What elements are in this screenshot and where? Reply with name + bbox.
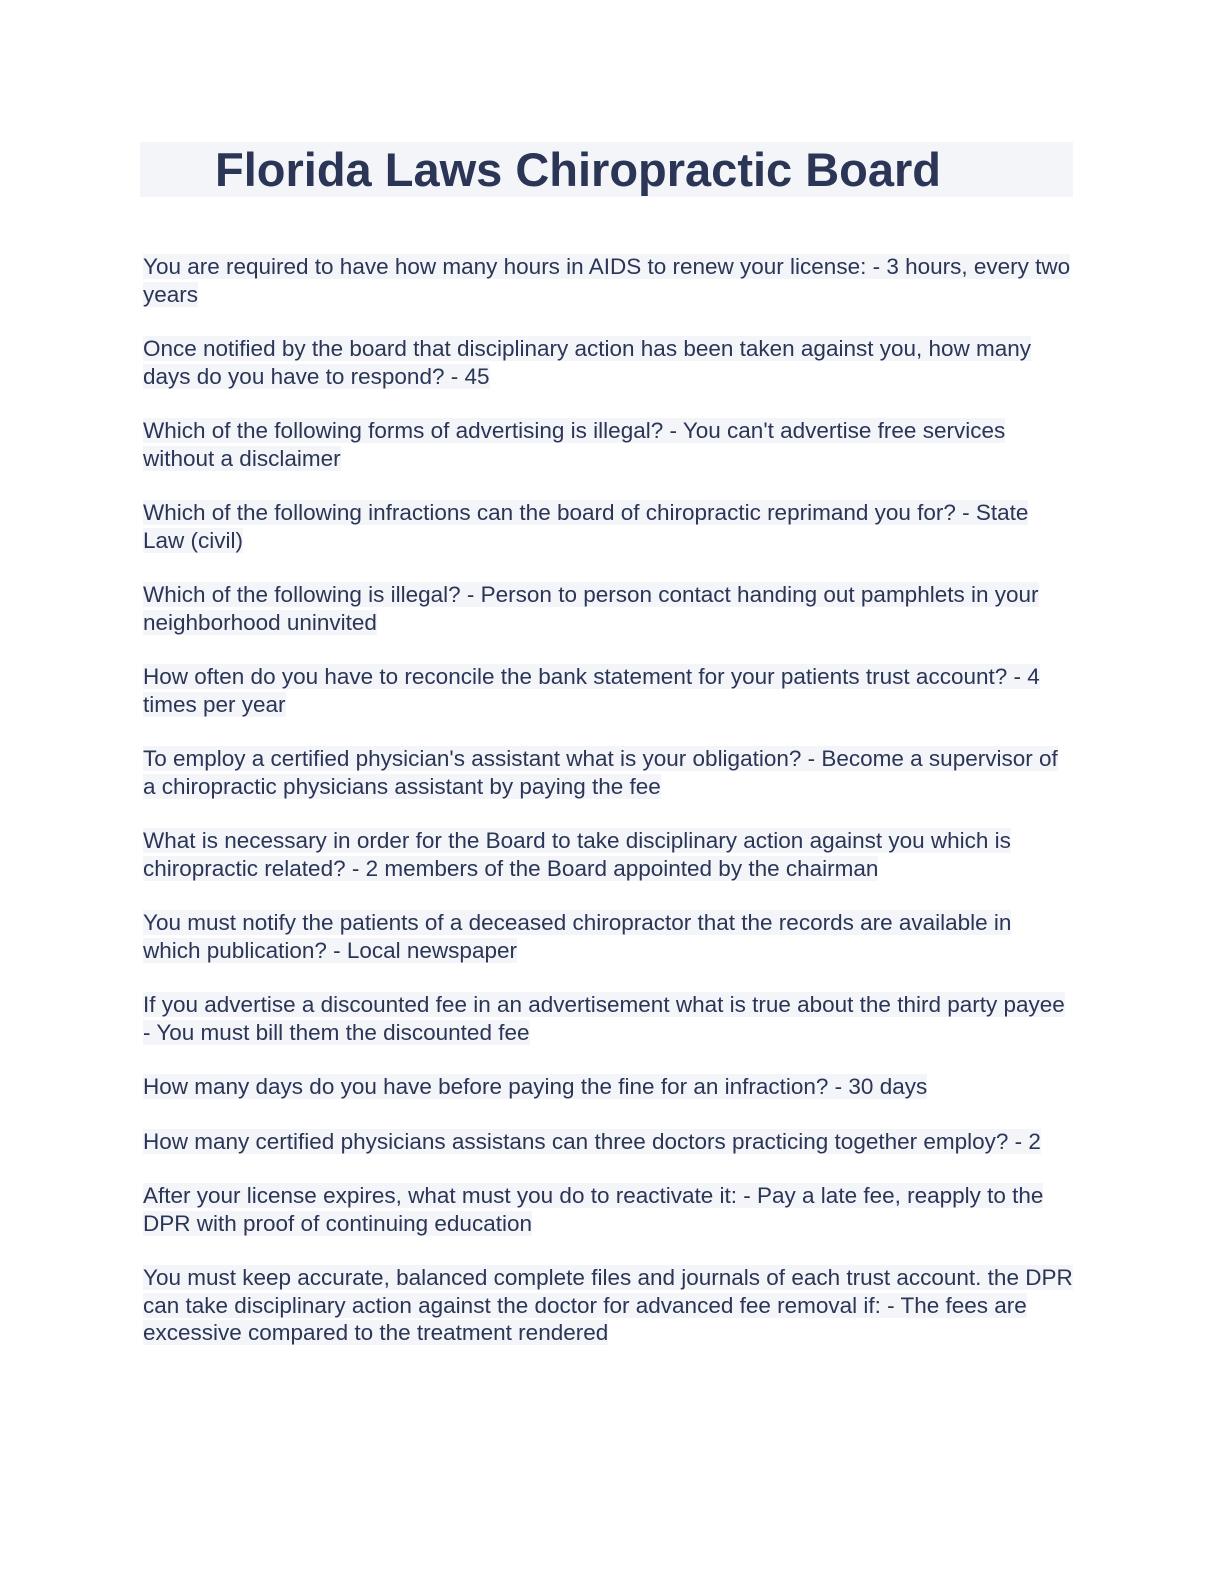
qa-item-text: What is necessary in order for the Board to take disciplinary action against you which is chiropractic related? - 2 members of the Board appointed by the chairman — [143, 828, 1011, 881]
qa-item-9 — [143, 909, 1073, 964]
qa-item-text: How many certified physicians assistans can three doctors practicing together employ? - 2 — [143, 1128, 1041, 1154]
qa-item-text: How often do you have to reconcile the bank statement for your patients trust account? - 4 times per year — [143, 664, 1040, 717]
qa-item-10 — [143, 991, 1073, 1046]
qa-item-text: Which of the following forms of advertising is illegal? - You can't advertise free services without a disclaimer — [143, 418, 1006, 471]
qa-item-3 — [143, 417, 1073, 472]
qa-item-text: How many days do you have before paying the fine for an infraction? - 30 days — [143, 1074, 928, 1099]
qa-item-text: You must keep accurate, balanced complete files and journals of each trust account. the DPR can take disciplinary action against the doctor for advanced fee removal if: - The fees are excessive compared to the treatment rendered — [143, 1265, 1073, 1345]
qa-item-11 — [143, 1073, 1073, 1101]
qa-item-text: You are required to have how many hours in AIDS to renew your license: - 3 hours, every two years — [143, 254, 1071, 307]
qa-item-4 — [143, 499, 1073, 554]
qa-item-text: After your license expires, what must you do to reactivate it: - Pay a late fee, reapply to the DPR with proof of continuing education — [143, 1183, 1044, 1236]
qa-item-14 — [143, 1264, 1073, 1347]
qa-item-6 — [143, 663, 1073, 718]
qa-item-13 — [143, 1182, 1073, 1237]
qa-item-text: To employ a certified physician's assistant what is your obligation? - Become a supervisor of a chiropractic physicians assistant by paying the fee — [143, 746, 1058, 799]
page-title: Florida Laws Chiropractic Board — [215, 143, 942, 196]
qa-item-8 — [143, 827, 1073, 882]
qa-item-1 — [143, 253, 1073, 308]
qa-item-text: Once notified by the board that disciplinary action has been taken against you, how many days do you have to respond? - 45 — [143, 336, 1032, 389]
title-banner — [140, 142, 1073, 197]
question-answer-list — [143, 253, 1073, 1374]
qa-item-5 — [143, 581, 1073, 636]
qa-item-text: If you advertise a discounted fee in an advertisement what is true about the third party payee - You must bill them the discounted fee — [143, 992, 1065, 1045]
qa-item-text: Which of the following is illegal? - Person to person contact handing out pamphlets in your neighborhood uninvited — [143, 582, 1039, 635]
qa-item-7 — [143, 745, 1073, 800]
qa-item-2 — [143, 335, 1073, 390]
qa-item-12 — [143, 1128, 1073, 1156]
qa-item-text: Which of the following infractions can the board of chiropractic reprimand you for? - State Law (civil) — [143, 500, 1029, 553]
qa-item-text: You must notify the patients of a deceased chiropractor that the records are available in which publication? - Local newspaper — [143, 910, 1012, 963]
